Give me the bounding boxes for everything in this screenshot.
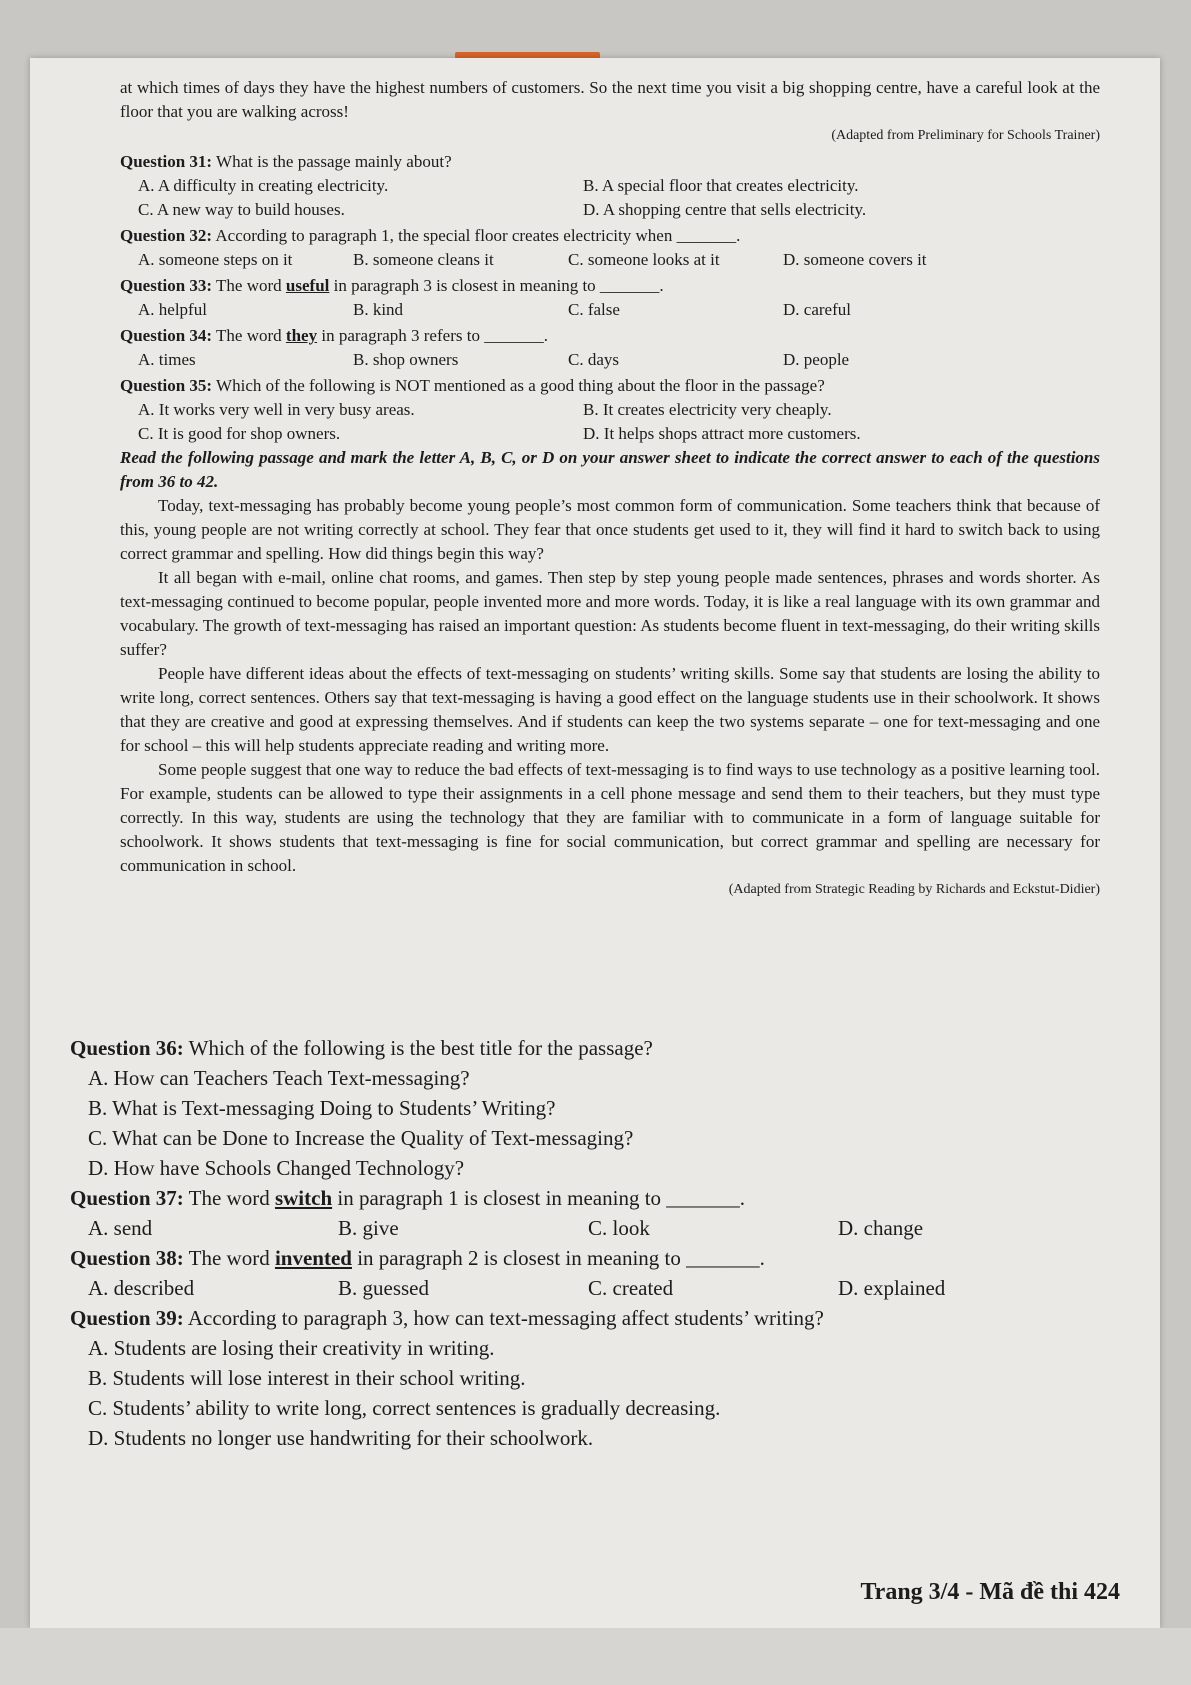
q37-option-a[interactable]: A. send	[88, 1216, 153, 1240]
q36-option-c[interactable]: C. What can be Done to Increase the Quality of Text-messaging?	[88, 1126, 634, 1150]
q37-option-c[interactable]: C. look	[588, 1216, 650, 1240]
instruction: Read the following passage and mark the letter A, B, C, or D on your answer sheet to indicate the correct answer to each of the questions from 36 to 42.	[120, 448, 1100, 491]
q35-option-d[interactable]: D. It helps shops attract more customers.	[583, 424, 861, 443]
q32-option-a[interactable]: A. someone steps on it	[138, 250, 293, 269]
question-32: Question 32: According to paragraph 1, the special floor creates electricity when _______.	[120, 226, 741, 245]
bottom-strip	[0, 1628, 1191, 1685]
q32-option-d[interactable]: D. someone covers it	[783, 250, 927, 269]
q35-option-a[interactable]: A. It works very well in very busy areas.	[138, 400, 415, 419]
question-37: Question 37: The word switch in paragraph 1 is closest in meaning to _______.	[70, 1186, 746, 1210]
q38-option-c[interactable]: C. created	[588, 1276, 674, 1300]
question-35: Question 35: Which of the following is NOT mentioned as a good thing about the floor in the passage?	[120, 376, 825, 395]
question-36: Question 36: Which of the following is the best title for the passage?	[70, 1036, 653, 1060]
q34-option-b[interactable]: B. shop owners	[353, 350, 459, 369]
q32-option-b[interactable]: B. someone cleans it	[353, 250, 494, 269]
q38-option-a[interactable]: A. described	[88, 1276, 195, 1300]
q38-option-d[interactable]: D. explained	[838, 1276, 946, 1300]
question-33: Question 33: The word useful in paragraph 3 is closest in meaning to _______.	[120, 276, 664, 295]
q31-option-a[interactable]: A. A difficulty in creating electricity.	[138, 176, 389, 195]
upper-text	[120, 76, 1100, 902]
q39-option-b[interactable]: B. Students will lose interest in their school writing.	[88, 1366, 526, 1390]
q37-option-b[interactable]: B. give	[338, 1216, 399, 1240]
q33-option-a[interactable]: A. helpful	[138, 300, 207, 319]
q36-option-b[interactable]: B. What is Text-messaging Doing to Students’ Writing?	[88, 1096, 556, 1120]
question-38: Question 38: The word invented in paragraph 2 is closest in meaning to _______.	[70, 1246, 765, 1270]
q38-option-b[interactable]: B. guessed	[338, 1276, 429, 1300]
q39-option-c[interactable]: C. Students’ ability to write long, correct sentences is gradually decreasing.	[88, 1396, 721, 1420]
paragraph-4: Some people suggest that one way to reduce the bad effects of text-messaging is to find ways to use technology as a positive learning tool. For example, students can be allowed to type their assignments in a cell phone message and send them to their teachers, but they must type correctly. In this way, students are using the technology that they are familiar with to communicate in a form of language suitable for schoolwork. It shows students that text-messaging is fine for social communication, but correct grammar and spelling are necessary for communication in school.	[120, 760, 1100, 875]
q35-option-c[interactable]: C. It is good for shop owners.	[138, 424, 341, 443]
page-footer: Trang 3/4 - Mã đề thi 424	[860, 1579, 1120, 1605]
question-34: Question 34: The word they in paragraph 3 refers to _______.	[120, 326, 548, 345]
q36-option-d[interactable]: D. How have Schools Changed Technology?	[88, 1156, 465, 1180]
q33-option-c[interactable]: C. false	[568, 300, 620, 319]
exam-page	[30, 58, 1160, 1628]
q33-option-d[interactable]: D. careful	[783, 300, 851, 319]
q36-option-a[interactable]: A. How can Teachers Teach Text-messaging?	[88, 1066, 470, 1090]
q32-option-c[interactable]: C. someone looks at it	[568, 250, 720, 269]
question-39: Question 39: According to paragraph 3, how can text-messaging affect students’ writing?	[70, 1306, 824, 1330]
q35-options	[120, 398, 1100, 446]
source-note-1: (Adapted from Preliminary for Schools Trainer)	[831, 128, 1100, 143]
q31-options	[120, 174, 1100, 222]
q33-option-b[interactable]: B. kind	[353, 300, 404, 319]
source-note-2: (Adapted from Strategic Reading by Richards and Eckstut-Didier)	[728, 882, 1100, 897]
paragraph-2: It all began with e-mail, online chat rooms, and games. Then step by step young people made sentences, phrases and words shorter. As text-messaging continued to become popular, people invented more and more words. Today, it is like a real language with its own grammar and vocabulary. The growth of text-messaging has raised an important question: As students become fluent in text-messaging, do their writing skills suffer?	[120, 568, 1100, 659]
q34-options	[120, 348, 1100, 372]
passage-end: at which times of days they have the highest numbers of customers. So the next time you visit a big shopping centre, have a careful look at the floor that you are walking across!	[120, 78, 1100, 121]
question-31: Question 31: What is the passage mainly about?	[120, 152, 452, 171]
q39-option-d[interactable]: D. Students no longer use handwriting for their schoolwork.	[88, 1426, 594, 1450]
q35-option-b[interactable]: B. It creates electricity very cheaply.	[583, 400, 832, 419]
q34-option-a[interactable]: A. times	[138, 350, 196, 369]
q31-option-b[interactable]: B. A special floor that creates electricity.	[583, 176, 859, 195]
q31-option-d[interactable]: D. A shopping centre that sells electricity.	[583, 200, 867, 219]
q37-options	[70, 1213, 1050, 1243]
q37-option-d[interactable]: D. change	[838, 1216, 924, 1240]
paragraph-1: Today, text-messaging has probably become young people’s most common form of communication. Some teachers think that because of this, young people are not writing correctly at school. They fear that once students get used to it, they will find it hard to switch back to using correct grammar and spelling. How did things begin this way?	[120, 496, 1100, 563]
q34-option-c[interactable]: C. days	[568, 350, 619, 369]
q39-option-a[interactable]: A. Students are losing their creativity in writing.	[88, 1336, 495, 1360]
q32-options	[120, 248, 1100, 272]
q33-options	[120, 298, 1100, 322]
q31-option-c[interactable]: C. A new way to build houses.	[138, 200, 345, 219]
lower-questions	[70, 1033, 1050, 1453]
q38-options	[70, 1273, 1050, 1303]
paragraph-3: People have different ideas about the effects of text-messaging on students’ writing skills. Some say that students are losing the ability to write long, correct sentences. Others say that text-messaging is having a good effect on the language students use in their schoolwork. It shows that they are creative and good at expressing themselves. And if students can keep the two systems separate – one for text-messaging and one for school – this will help students appreciate reading and writing more.	[120, 664, 1100, 755]
q34-option-d[interactable]: D. people	[783, 350, 850, 369]
